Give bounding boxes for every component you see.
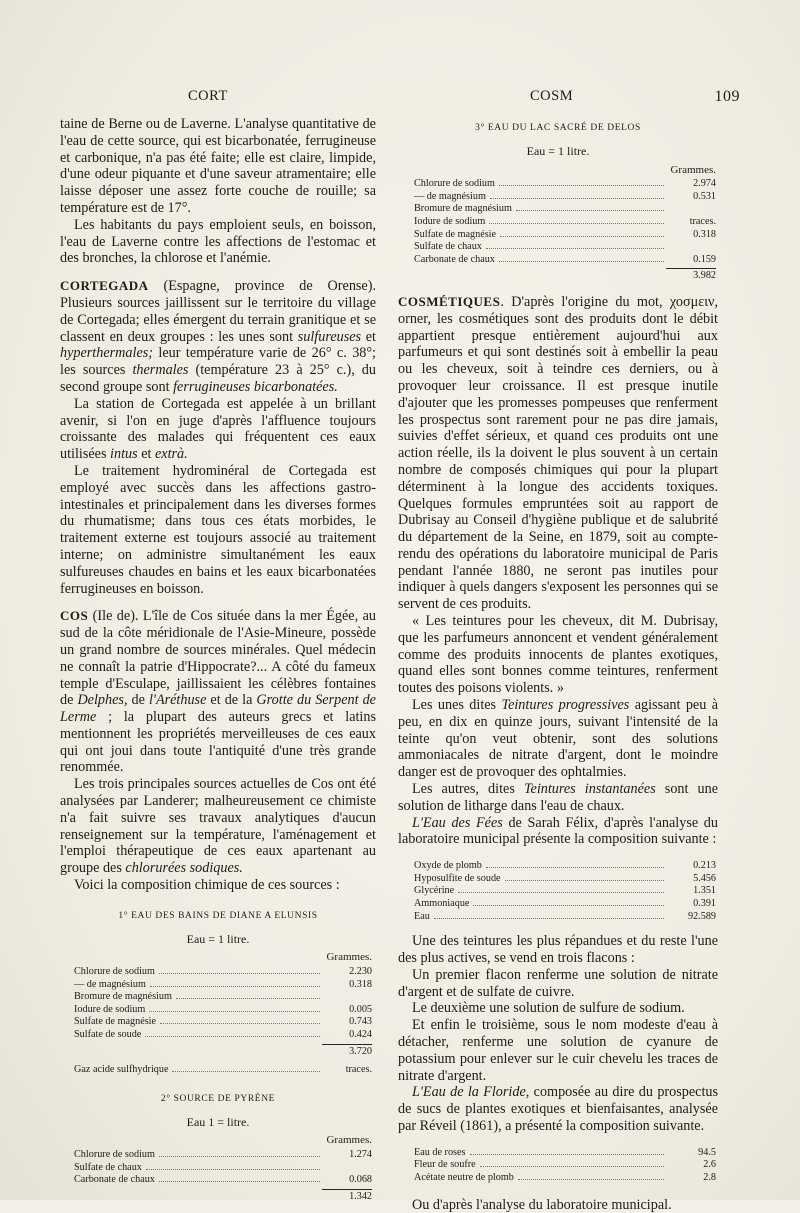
row-label: Glycérine [414,885,455,897]
table1 [60,951,376,1076]
entry-cortegada [60,278,376,396]
table-row [414,885,716,898]
table-row [414,241,716,254]
row-value: 0.213 [693,860,716,872]
table-row [414,873,716,886]
text: agissant peu à peu, en dix en quinze jours, suivant l'intensité de la teinte qu'on veut obtenir, sont des solutions ammoniacales de nitrate d'argent, dont le moindre danger est de provoquer des ophtalmies. [398,697,719,781]
table3-title: 3° EAU DU LAC SACRÉ DE DELOS [475,123,641,133]
table-row [74,1016,372,1029]
italic-text: ferrugineuses bicarbonatées. [173,378,338,395]
row-label: — de magnésium [414,190,486,202]
italic-text: Delphes [77,692,124,709]
text: , orner, les cosmétiques sont des produits dont le débit appartient presque entièrement aujourd'hui aux parfumeurs et qui sont destinés soit à embellir la peau ou les cheveux, soit à teindre ces derniers, ou à provoquer leur croissance. Il est presque inutile d'ajouter que les promesses pompeuses que renferment les prospectus sont rarement pour ne pas dire jamais, suivies d'effet sérieux, et quand ces produits ont une action réelle, ils la doivent le plus souvent à un certain nombre de composés chimiques qui pour la plupart déterminent à la longue des accidents toxiques. Quelques formules empruntées soit au rapport de Dubrisay au Conseil d'hygiène publique et de salubrité du département de la Seine, en 1879, soit au compte-rendu des opérations du laboratoire municipal de Paris pendant l'année 1880, ne seront pas inutiles pour indiquer à quels dangers s'exposent les personnes qui se servent de ces produits. [398,293,718,613]
headword-cos: COS [60,608,89,624]
table5 [398,1147,718,1185]
teintures-paragraph-2: Un premier flacon renferme une solution de nitrate d'argent et de sulfate de cuivre. [398,966,718,1000]
table2-unit-header: Grammes. [326,1134,372,1147]
italic-text: Teintures progressives [501,697,630,714]
table-row [74,1029,372,1042]
row-label: Eau [414,910,430,922]
row-value: 94.5 [698,1146,716,1158]
table1-unit: Eau = 1 litre. [186,931,250,946]
row-value: 1.351 [693,885,716,897]
row-value: 0.159 [693,253,716,265]
row-label: Bromure de magnésium [74,991,172,1003]
text: (température 23 à 25° c.), du second groupe sont [60,362,376,395]
text: , de [123,692,149,709]
table-row [74,1064,372,1077]
table-row [414,1159,716,1172]
table-row [74,1004,372,1017]
row-value: 2.8 [703,1171,716,1183]
row-value: 0.318 [349,978,372,990]
italic-text: l'Aréthuse [148,692,207,709]
italic-text: L'Eau des Fées [412,814,503,831]
table1-total [74,1044,372,1059]
header-right-word: COSM [530,88,574,104]
italic-text: Grotte du Serpent de Lerme [60,692,376,726]
row-value: 0.531 [693,190,716,202]
page-number: 109 [714,88,740,105]
row-label: Sulfate de chaux [74,1161,142,1173]
row-label: Sulfate de magnésie [74,1016,157,1028]
row-label: Carbonate de chaux [414,253,495,265]
row-label: Sulfate de magnésie [414,228,497,240]
teintures-paragraph-4: Et enfin le troisième, sous le nom modeste d'eau à détacher, renferme une solution de cyanure de potassium pour enlever sur le cuir chevelu les traces de nitrate d'argent. [398,1017,718,1084]
table3-total [414,268,716,283]
teintures-paragraph-3: Le deuxième une solution de sulfure de sodium. [412,1000,685,1017]
italic-text: Teintures instantanées [523,781,656,798]
teintures-paragraph-1: Une des teintures les plus répandues et du reste l'une des plus actives, se vend en trois flacons : [398,933,718,966]
italic-text: chlorurées sodiques. [125,860,243,877]
italic-text: L'Eau de la Floride [412,1084,526,1101]
text: leur température varie de 26° c. 38°; les sources [60,345,376,379]
total-value: 3.720 [322,1044,372,1059]
header-left-word: CORT [188,88,228,104]
total-value: 1.342 [322,1189,372,1204]
total-value: 3.982 [666,268,716,283]
cosmetiques-paragraph-3 [398,697,718,781]
table2 [60,1134,376,1203]
row-value: 0.391 [693,898,716,910]
text: de Sarah Félix, d'après l'analyse du laboratoire municipal présente la composition suivante : [398,814,718,848]
greek-word: χοσμειν [669,293,715,310]
table-row [414,1172,716,1185]
text: Les trois principales sources actuelles de Cos ont été analysées par Landerer; malheureusement ce chimiste n'a fait suivre ses travaux analytiques d'aucun renseignement sur la température, l'aménagement et l'emploi thérapeutique de ces eaux apartenant au groupe des [60,776,376,877]
text: sont une solution de litharge dans l'eau de chaux. [398,781,719,814]
text: (Ile de). L'île de Cos située dans la mer Égée, au sud de la côte méridionale de l'Asie-Mineure, possède un grand nombre de sources minérales. Quel médecin ne connaît la patrie d'Hippocrate?... A côté du fameux temple d'Esculape, jaillissaient les célèbres fontaines de [60,608,376,709]
table-row [414,898,716,911]
table4 [398,860,718,923]
table3-unit: Eau = 1 litre. [526,143,590,158]
italic-text: intus [110,446,138,463]
text: et [361,328,376,345]
entry-cos [60,608,376,776]
row-label: Sulfate de chaux [414,241,482,253]
table-row [414,216,716,229]
italic-text: sulfureuses [297,328,362,345]
row-label: — de magnésium [74,978,146,990]
table3 [398,164,718,283]
table-row [414,203,716,216]
table-row [414,254,716,267]
table1-unit-header: Grammes. [326,951,372,964]
table-row [414,911,716,924]
row-value: traces. [689,215,716,227]
table-row [74,1149,372,1162]
cos-paragraph-2 [60,776,376,877]
row-value: 0.743 [349,1016,372,1028]
closing-line: Ou d'après l'analyse du laboratoire municipal. [412,1196,672,1213]
row-label: Fleur de soufre [414,1159,476,1171]
row-label: Chlorure de sodium [74,1148,155,1160]
text: . D'après l'origine du mot, [500,293,670,310]
row-value: 0.068 [349,1174,372,1186]
row-value: 2.974 [693,178,716,190]
table2-total [74,1189,372,1204]
text: , composée au dire du prospectus de sucs de plantes exotiques et bienfaisantes, analysée par Réveil (1861), a présenté la composition suivante. [398,1084,719,1134]
running-header [60,88,740,110]
row-label: Ammoniaque [414,898,470,910]
row-label: Sulfate de soude [74,1029,142,1041]
table3-unit-header: Grammes. [670,163,716,176]
italic-text: hyperthermales; [60,345,153,362]
cortegada-paragraph-3: Le traitement hydrominéral de Cortegada est employé avec succès dans les affections gastro-intestinales et principalement dans les diverses formes du rhumatisme; dans tous ces états morbides, le traitement externe est toujours associé au traitement interne; on administre simultanément les eaux sulfureuses chaudes en bains et les eaux bicarbonatées ferrugineuses en boisson. [60,462,376,597]
table2-title: 2° SOURCE DE PYRÈNE [160,1093,276,1104]
entry-cosmetiques [398,294,718,613]
row-label: Gaz acide sulfhydrique [74,1064,169,1076]
row-value: 2.6 [703,1159,716,1171]
text: et de la [206,692,257,709]
text: Les autres, dites [412,781,524,798]
cosmetiques-paragraph-2: « Les teintures pour les cheveux, dit M. Dubrisay, que les parfumeurs annoncent et vendent généralement comme des produits innocents de plantes exotiques, quand elles sont bonnes comme teintures, renferment toutes des poisons violents. » [398,613,718,697]
table-row [74,1174,372,1187]
row-label: Acétate neutre de plomb [414,1171,514,1183]
row-value: 0.005 [349,1003,372,1015]
cosmetiques-paragraph-5 [398,815,718,849]
table1-title: 1° EAU DES BAINS DE DIANE A ELUNSIS [118,910,318,921]
cos-paragraph-3: Voici la composition chimique de ces sources : [74,877,340,894]
table-row [414,229,716,242]
italic-text: extrà. [154,446,188,463]
row-label: Chlorure de sodium [414,178,495,190]
row-label: Hyposulfite de soude [414,872,501,884]
row-value: 2.230 [349,966,372,978]
row-value: traces. [345,1064,372,1076]
row-label: Eau de roses [414,1146,466,1158]
table-row [74,979,372,992]
headword-cosmetiques: COSMÉTIQUES [398,293,501,309]
laverne-paragraph-1: taine de Berne ou de Laverne. L'analyse quantitative de l'eau de cette source, qui est bicarbonatée, ferrugineuse et carbonique, n'a pas été faite; elle est claire, limpide, d'une odeur piquante et d'une saveur atramentaire; elle laisse déposer une assez forte couche de rouille; sa température est de 17°. [60,116,376,216]
row-label: Oxyde de plomb [414,860,482,872]
text: La station de Cortegada est appelée à un brillant avenir, si l'on en juge d'après l'affluence toujours croissante des malades qui fréquentent ces eaux utilisées [60,395,376,463]
italic-text: thermales [132,362,189,379]
table-row [414,1147,716,1160]
right-column [398,116,718,1213]
headword-cortegada: CORTEGADA [60,278,149,294]
row-value: 92.589 [687,910,716,922]
cortegada-paragraph-2 [60,396,376,463]
cosmetiques-paragraph-4 [398,781,718,815]
row-label: Chlorure de sodium [74,966,155,978]
text: (Espagne, province de Orense). Plusieurs sources jaillissent sur le territoire du village de Cortegada; elles émergent du terrain granitique et se classent en deux groupes : les unes sont [60,278,376,345]
table-row [414,860,716,873]
row-value: 1.274 [349,1148,372,1160]
left-column [60,116,376,1203]
row-label: Iodure de sodium [74,1003,146,1015]
row-value: 0.318 [693,228,716,240]
text: ; la plupart des auteurs grecs et latins mentionnent les propriétés merveilleuses de ces eaux qui ont joui dans toute l'antiquité d'une très grande renommée. [60,709,376,776]
row-label: Carbonate de chaux [74,1174,155,1186]
row-label: Iodure de sodium [414,215,486,227]
row-label: Bromure de magnésium [414,203,512,215]
row-value: 0.424 [349,1029,372,1041]
row-value: 5.456 [693,872,716,884]
table-row [74,966,372,979]
laverne-paragraph-2: Les habitants du pays emploient seuls, en boisson, l'eau de Laverne contre les affections de l'estomac et des bronches, la chlorose et l'anémie. [60,216,376,267]
text: et [137,446,155,463]
floride-paragraph [398,1084,718,1134]
table-row [414,178,716,191]
table-row [74,991,372,1004]
table-row [414,191,716,204]
table2-unit: Eau 1 = litre. [186,1114,250,1129]
text: Les unes dites [412,697,502,714]
table-row [74,1162,372,1175]
